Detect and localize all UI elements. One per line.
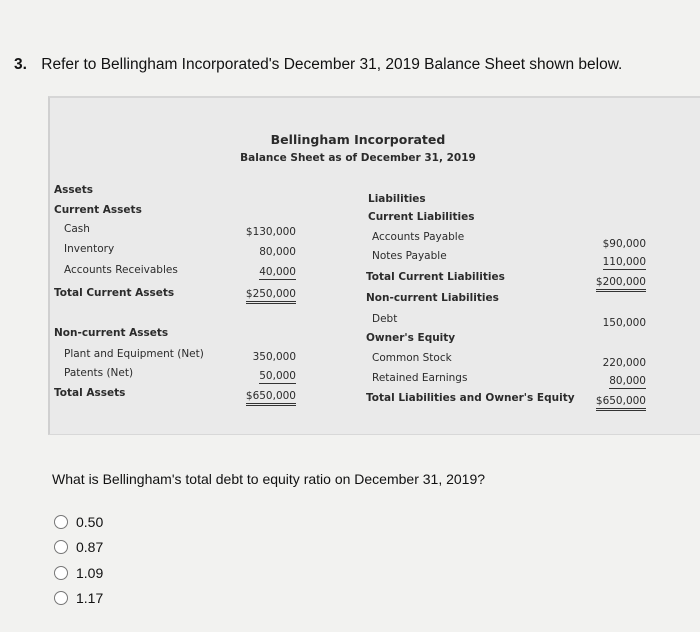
equity-label: Common Stock: [372, 352, 452, 364]
total-current-assets-label: Total Current Assets: [54, 287, 175, 299]
asset-label: Patents (Net): [64, 367, 134, 379]
assets-heading: Assets: [54, 184, 94, 196]
asset-value: $130,000: [245, 226, 296, 238]
equity-label: Retained Earnings: [372, 372, 468, 384]
asset-value: 50,000: [259, 370, 296, 382]
question-header: [14, 56, 694, 74]
total-liabilities-equity-value: $650,000: [596, 395, 646, 411]
liability-label: Notes Payable: [372, 250, 447, 262]
liability-value: 110,000: [602, 256, 646, 268]
option-label: 0.87: [76, 539, 104, 555]
answer-option[interactable]: [54, 565, 103, 581]
liability-value: 150,000: [602, 317, 646, 329]
total-current-liabilities-value: $200,000: [596, 276, 646, 292]
total-assets-value: $650,000: [246, 390, 296, 406]
question-text: Refer to Bellingham Incorporated's December 31, 2019 Balance Sheet shown below.: [41, 56, 623, 73]
radio-button[interactable]: [54, 540, 68, 554]
question-number: 3.: [14, 56, 27, 73]
equity-value: 80,000: [609, 375, 646, 387]
liabilities-heading: Liabilities: [368, 193, 426, 205]
current-assets-heading: Current Assets: [54, 204, 142, 216]
option-label: 0.50: [76, 514, 104, 530]
liability-label: Debt: [372, 313, 398, 325]
answer-option[interactable]: [54, 590, 103, 606]
total-current-liabilities-label: Total Current Liabilities: [366, 271, 505, 283]
total-assets-label: Total Assets: [54, 387, 126, 399]
option-label: 1.09: [76, 565, 104, 581]
question-prompt: What is Bellingham's total debt to equity ratio on December 31, 2019?: [52, 471, 486, 487]
asset-value: 350,000: [252, 351, 296, 363]
radio-button[interactable]: [54, 515, 68, 529]
balance-sheet-image: [48, 96, 700, 435]
sheet-subtitle: Balance Sheet as of December 31, 2019: [240, 152, 476, 164]
option-label: 1.17: [76, 590, 104, 606]
liability-value: $90,000: [602, 238, 646, 250]
owners-equity-heading: Owner's Equity: [366, 332, 456, 344]
asset-label: Cash: [64, 223, 90, 235]
equity-value: 220,000: [602, 357, 646, 369]
radio-button[interactable]: [54, 591, 68, 605]
total-current-assets-value: $250,000: [246, 288, 296, 304]
answer-option[interactable]: [54, 539, 103, 555]
answer-option[interactable]: [54, 514, 103, 530]
asset-value: 80,000: [259, 246, 296, 258]
company-name: Bellingham Incorporated: [270, 132, 446, 147]
liability-label: Accounts Payable: [372, 231, 465, 243]
asset-label: Plant and Equipment (Net): [64, 348, 204, 360]
noncurrent-assets-heading: Non-current Assets: [54, 327, 169, 339]
asset-label: Accounts Receivables: [64, 264, 178, 276]
radio-button[interactable]: [54, 566, 68, 580]
asset-label: Inventory: [64, 243, 115, 255]
total-liabilities-equity-label: Total Liabilities and Owner's Equity: [366, 392, 575, 404]
current-liabilities-heading: Current Liabilities: [368, 211, 475, 223]
noncurrent-liabilities-heading: Non-current Liabilities: [366, 292, 499, 304]
asset-value: 40,000: [259, 266, 296, 278]
